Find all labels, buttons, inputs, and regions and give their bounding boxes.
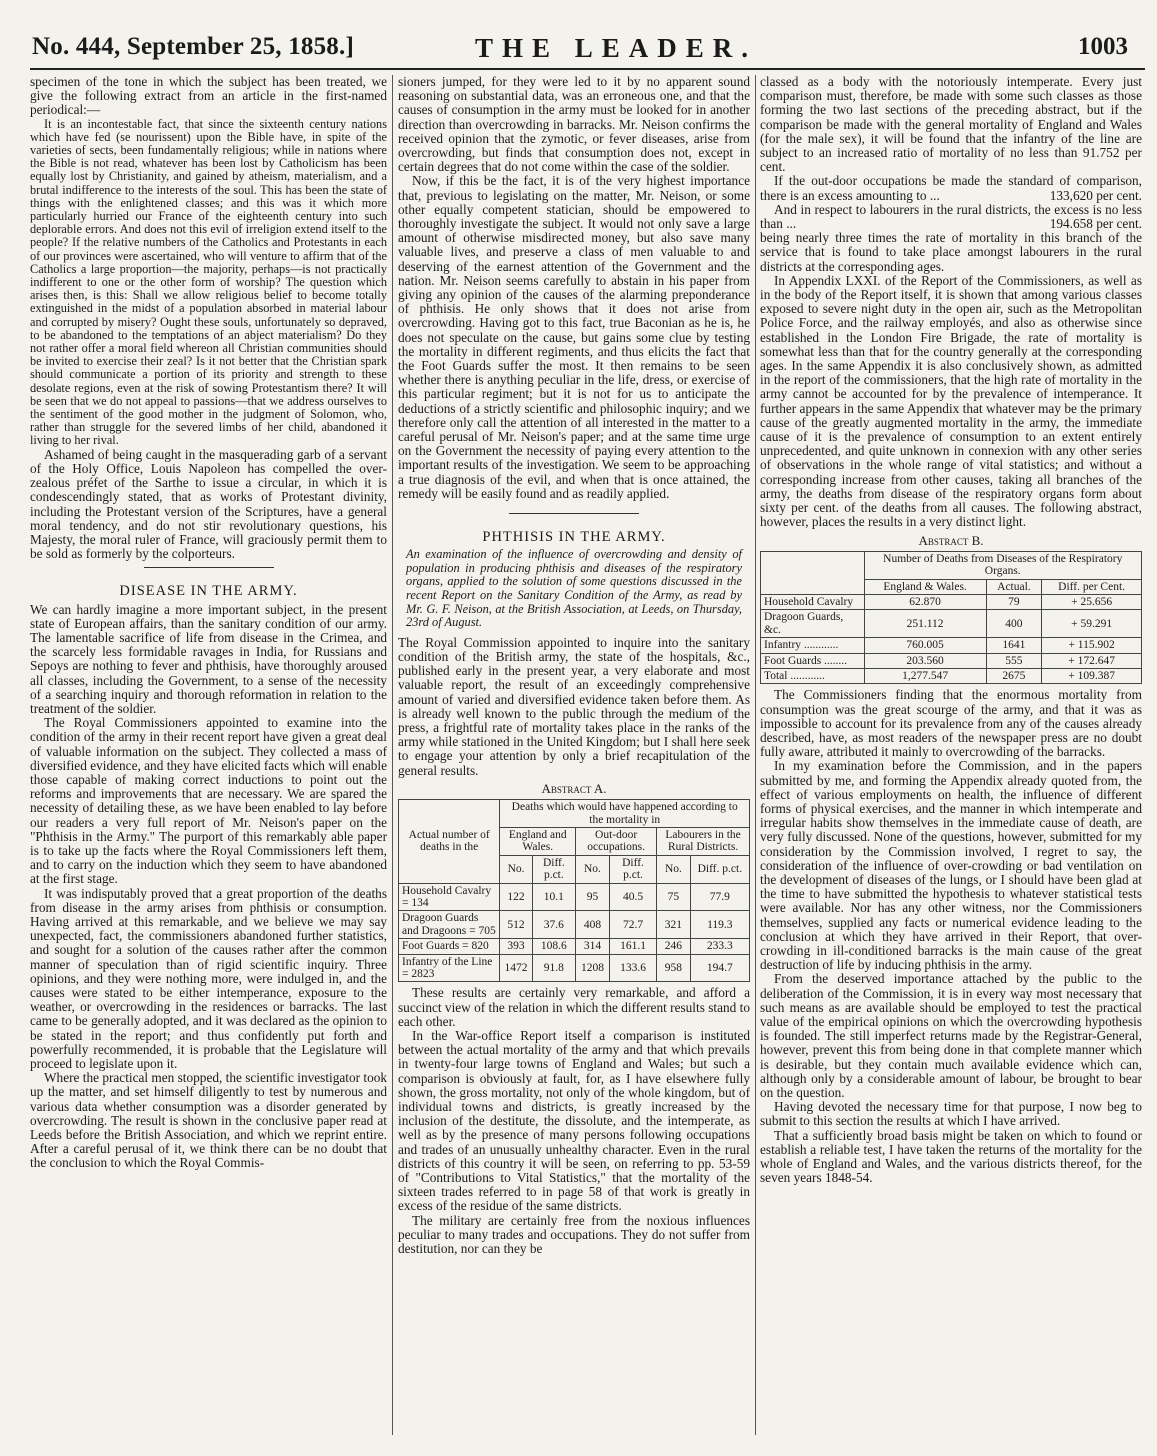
table-header: No. (500, 855, 532, 883)
table-cell: 108.6 (532, 939, 575, 954)
table-total-row (761, 668, 1142, 683)
masthead (20, 33, 1140, 67)
table-cell: 122 (500, 883, 532, 911)
table-cell: 62.870 (864, 594, 986, 609)
excess-line: And in respect to labourers in the rural districts, the excess is no less than ... 194.658 per cent. (760, 201, 1142, 232)
article-paragraph: The military are certainly free from the noxious influences peculiar to many trades and occupations. They do not suffer from destitution, nor can they be (398, 1212, 750, 1257)
column-divider-1 (392, 75, 393, 1435)
column-divider-2 (755, 75, 756, 1435)
table-row (399, 939, 750, 954)
table-header: No. (657, 855, 690, 883)
table-header: England and Wales. (500, 827, 576, 855)
table-cell: 119.3 (690, 911, 749, 939)
abstract-a-table (398, 799, 750, 982)
table-header: England & Wales. (864, 579, 986, 594)
article-paragraph: In Appendix LXXI. of the Report of the Commissioners, as well as in the body of the Report itself, it is shown that among various classes exposed to severe night duty in the open air, such as the Metropolitan Police Force, and the railway employés, and also as otherwise since established in the London Fire Brigade, the rate of mortality is somewhat less than that for the country generally at the corresponding ages. In the same Appendix it is also conclusively shown, as admitted in the report of the commissioners, that the high rate of mortality in the army cannot be accounted for by the prevalence of intemperance. It further appears in the same Appendix that whatever may be the primary cause of the greatly augmented mortality in the army, the immediate cause of it is the prevalence of consumption to an extent entirely unprecedented, and quite unknown in connexion with any other series of observations in the whole range of vital statistics; and without a corresponding increase from other causes, taking all branches of the army, the deaths from disease of the respiratory organs form about sixty per cent. of the deaths from all causes. The following abstract, however, places the results in a very distinct light. (760, 272, 1142, 530)
table-cell: + 59.291 (1042, 610, 1142, 638)
table-header: Actual number of deaths in the (399, 800, 500, 883)
table-cell: 233.3 (690, 939, 749, 954)
table-cell: 1472 (500, 954, 532, 982)
abstract-b-title: Abstract B. (918, 532, 984, 548)
article-paragraph: These results are certainly very remarkable, and afford a succinct view of the relation in which the different results stand to each other. (398, 985, 750, 1029)
section-rule (144, 567, 274, 568)
table-cell: Household Cavalry = 134 (399, 883, 500, 911)
article-subheading: An examination of the influence of overcrowding and density of population in producing phthisis and diseases of the respiratory organs, applied to the solution of some questions discussed in the recent Report on the Sanitary Condition of the Army, as read by Mr. G. F. Neison, at the British Association, at Leeds, on Thursday, 23rd of August. (406, 547, 742, 630)
article-paragraph: being nearly three times the rate of mortality in this branch of the service that is found to take place amongst labourers in the rural districts at the corresponding ages. (760, 230, 1142, 274)
section-rule (509, 513, 639, 514)
table-row (761, 638, 1142, 653)
table-cell: Infantry of the Line = 2823 (399, 954, 500, 982)
table-cell: 1641 (986, 638, 1042, 653)
table-header (761, 551, 865, 594)
column-2 (398, 75, 750, 1450)
article-paragraph: Where the practical men stopped, the scientific investigator took up the matter, and set himself diligently to test by numerous and various data whether consumption was a disorder generated by overcrowding. The result is shown in the conclusive paper read at Leeds before the British Association, and which we reprint entire. After a careful perusal of it, we think there can be no doubt that the conclusion to which the Royal Commis- (30, 1070, 387, 1171)
article-paragraph: That a sufficiently broad basis might be taken on which to found or establish a reliable test, I have taken the returns of the mortality for the whole of England and Wales, and the various districts thereof, for the seven years 1848-54. (760, 1127, 1142, 1186)
table-cell: 95 (576, 883, 610, 911)
table-header: Diff. per Cent. (1042, 579, 1142, 594)
article-paragraph: classed as a body with the notoriously intemperate. Every just comparison must, therefore, be made with some such classes as those forming the two last sections of the preceding abstract, but if the comparison be made with the general mortality of England and Wales (for the male sex), it will be found that the infantry of the line are subject to an increased ratio of mortality of no less than 91.752 per cent. (760, 75, 1142, 175)
table-cell: 161.1 (609, 939, 656, 954)
table-cell: 512 (500, 911, 532, 939)
table-cell: Foot Guards ........ (761, 653, 865, 668)
abstract-b-table (760, 551, 1142, 685)
table-cell: Household Cavalry (761, 594, 865, 609)
table-cell: + 109.387 (1042, 668, 1142, 683)
table-row (761, 610, 1142, 638)
table-row (761, 653, 1142, 668)
table-cell: 246 (657, 939, 690, 954)
table-cell: + 25.656 (1042, 594, 1142, 609)
table-cell: 958 (657, 954, 690, 982)
table-cell: 321 (657, 911, 690, 939)
article-paragraph: Now, if this be the fact, it is of the very highest importance that, previous to legislating on the matter, Mr. Neison, or some other equally competent statician, should be empowered to thoroughly investigate the subject. It would not only save a large amount of otherwise misdirected money, but also save many valuable lives, and preserve a class of men valuable to and deserving of the earnest attention of the Government and the nation. Mr. Neison seems carefully to abstain in his paper from giving any opinion of the causes of the alarming preponderance of phthisis. He only shows that it does not arise from overcrowding. Having got to this fact, true Baconian as he is, he does not speculate on the cause, but gains some clue by testing the mortality in different regiments, and thus elicits the fact that the Foot Guards suffer the most. It then remains to be seen whether there is anything peculiar in the life, dress, or exercise of this particular regiment; but it is not for us to anticipate the deductions of a strictly scientific and philosophic inquiry; and we therefore only call the attention of all interested in the matter to a careful perusal of Mr. Neison's paper; and at the same time urge on the Government the necessity of paying every attention to the important results of the investigation. We seem to be approaching a true diagnosis of the evil, and when that is once attained, the remedy will be easily found and as readily applied. (398, 173, 750, 501)
table-cell: 37.6 (532, 911, 575, 939)
article-paragraph: In the War-office Report itself a comparison is instituted between the actual mortality of the army and that which prevails in twenty-four large towns of England and Wales; but such a comparison is obviously at fault, for, as I have elsewhere fully shown, the gross mortality, not only of the whole kingdom, but of individual towns and districts, is greatly increased by the inclusion of the destitute, the dissolute, and the intemperate, as well as by the presence of many persons following occupations and trades of an unusually unhealthy character. Even in the rural districts of this country it will be seen, on referring to pp. 53-59 of "Contributions to Vital Statistics," that the mortality of the sixteen trades referred to in page 58 of that work is greatly in excess of the residue of the same districts. (398, 1027, 750, 1214)
table-cell: 79 (986, 594, 1042, 609)
page-number: 1003 (1078, 33, 1128, 60)
intro-paragraph: specimen of the tone in which the subject has been treated, we give the following extract from an article in the first-named periodical:— (30, 75, 387, 118)
column-3 (760, 75, 1142, 1450)
table-cell: Total ............ (761, 668, 865, 683)
table-cell: 91.8 (532, 954, 575, 982)
table-cell: 133.6 (609, 954, 656, 982)
article-paragraph: It was indisputably proved that a great proportion of the deaths from disease in the army arises from phthisis or consumption. Having arrived at this remarkable, and we believe we may say unexpected, fact, the commissioners abandoned further statistics, and sought for a solution of the causes rather after the common manner of speculation than of rigid scientific inquiry. Three opinions, and they were nothing more, were indulged in, and the causes were stated to be either intemperance, exposure to the weather, or overcrowding in the residences or barracks. The last came to be generally adopted, and it was declared as the opinion to be stated in the report; and thus confidently put forth and powerfully recommended, it is probable that the Legislature will proceed to legislate upon it. (30, 885, 387, 1072)
table-cell: 314 (576, 939, 610, 954)
table-cell: Dragoon Guards, &c. (761, 610, 865, 638)
article-paragraph: From the deserved importance attached by the public to the deliberation of the Commission, it is in every way most necessary that such means as are available should be employed to test the practical value of the empirical opinions on which the overcrowding hypothesis is founded. The still imperfect returns made by the Registrar-General, however, prevent this from being done in that complete manner which is desirable, but they contain much available evidence which can, although only by a considerable amount of labour, be brought to bear on the question. (760, 971, 1142, 1101)
table-cell: 555 (986, 653, 1042, 668)
article-paragraph: The Commissioners finding that the enormous mortality from consumption was the great scourge of the army, and that it was as impossible to account for its prevalence from any of the causes already described, have, as most readers of the newspaper press are no doubt fully aware, attributed it mainly to overcrowding of the barracks. (760, 687, 1142, 760)
newspaper-title: THE LEADER. (475, 33, 758, 63)
excess-line: If the out-door occupations be made the standard of comparison, there is an excess amounting to ... 133,620 per cent. (760, 173, 1142, 203)
article-paragraph: We can hardly imagine a more important subject, in the present state of European affairs, than the sanitary condition of our army. The lamentable sacrifice of life from disease in the Crimea, and the scarcely less formidable ravages in India, for Russians and Sepoys are nothing to fever and phthisis, have thoroughly aroused all classes, including the Government, to a sense of the necessity of a searching inquiry and thorough reformation in relation to the treatment of the soldier. (30, 601, 387, 716)
issue-line: No. 444, September 25, 1858.] (32, 33, 354, 60)
table-header: Actual. (986, 579, 1042, 594)
table-header: Out-door occupations. (576, 827, 657, 855)
table-cell: 75 (657, 883, 690, 911)
table-cell: Infantry ............ (761, 638, 865, 653)
excess-value: 133,620 per cent. (1049, 187, 1142, 203)
article-heading-phthisis: PHTHISIS IN THE ARMY. (482, 529, 666, 546)
table-cell: 251.112 (864, 610, 986, 638)
table-cell: Dragoon Guards and Dragoons = 705 (399, 911, 500, 939)
table-cell: 393 (500, 939, 532, 954)
quoted-extract: It is an incontestable fact, that since the sixteenth century nations which have fed (se nourissent) upon the Bible have, in spite of the varieties of sects, been fundamentally religious; while in nations where the Bible is not read, whatever has been lost by Catholicism has been equally lost by Christianity, and gained by atheism, materialism, and a brutal indifference to the interests of the soul. This has been the state of things with the enlightened classes; and this was it which more particularly hurried our France of the eighteenth century into such deplorable errors. And does not this evil of irreligion extend itself to the people? If the relative numbers of the Catholics and Protestants in each of our provinces were ascertained, who will venture to affirm that of the Catholics a large proportion—the majority, perhaps—is not practically indifferent to one or the other form of worship? The question which arises then, is this: Shall we allow religious belief to become totally extinguished in the midst of a population absorbed in material labour and corrupted by misery? Ought these souls, unfortunately so depraved, to be abandoned to the temptations of an abject materialism? Do they not rather offer a moral field whereon all Christian communities should be invited to exercise their zeal? Is it not better that the Christian spark should communicate a portion of its priority and strength to these desolate regions, even at the risk of sowing Protestantism there? It will be seen that we do not appeal to passions—that we address ourselves to the sentiment of the good mother in the judgment of Solomon, who, rather than struggle for the severed limbs of her child, abandoned it living to her rival. (30, 116, 387, 448)
table-cell: 400 (986, 610, 1042, 638)
table-cell: 72.7 (609, 911, 656, 939)
table-cell: 760.005 (864, 638, 986, 653)
article-paragraph: The Royal Commissioners appointed to examine into the condition of the army in their recent report have given a great deal of valuable information on the subject. They collected a mass of diversified evidence, and they have elicited facts which will enable those capable of making correct inductions to point out the reforms and improvements that are necessary. We are spared the necessity of detailing these, as we have been enabled to lay before our readers a very full report of Mr. Neison's paper on the "Phthisis in the Army." The purport of this remarkably able paper is to take up the facts where the Royal Commissioners left them, and to carry on the induction which they seem to have abandoned at the first stage. (30, 715, 387, 887)
column-1 (30, 75, 387, 1445)
table-cell: 1208 (576, 954, 610, 982)
article-paragraph: The Royal Commission appointed to inquire into the sanitary condition of the British army, the state of the hospitals, &c., published early in the present year, a very elaborate and most valuable report, the result of an exceedingly comprehensive amount of varied and diversified evidence taken before them. As is already well known to the public through the medium of the press, a frightful rate of mortality takes place in the ranks of the army while stationed in the United Kingdom; but I shall here seek to engage your attention by only a brief recapitulation of the general results. (398, 634, 750, 778)
table-row (399, 954, 750, 982)
table-header: Number of Deaths from Diseases of the Respiratory Organs. (864, 551, 1142, 579)
table-row (399, 911, 750, 939)
article-paragraph: sioners jumped, for they were led to it by no apparent sound reasoning on substantial data, was an erroneous one, and that the causes of consumption in the army must be looked for in another direction than overcrowding in barracks. Mr. Neison confirms the received opinion that the zymotic, or fever diseases, arise from overcrowding, but finds that consumption does not, except in certain degrees that do not come within the case of the soldier. (398, 75, 750, 175)
table-cell: 10.1 (532, 883, 575, 911)
table-row (399, 883, 750, 911)
article-heading-disease: DISEASE IN THE ARMY. (119, 583, 298, 600)
article-paragraph: In my examination before the Commission, and in the papers submitted by me, and forming the Appendix already quoted from, the effect of various employments on health, the influence of different forms of physical exercises, and the manner in which intemperate and irregular habits show themselves in the immediate cause of death, are very fully discussed. None of the questions, however, submitted for my consideration by the Commission involved, I regret to say, the consideration of the influence of over-crowding or bad ventilation on the development of diseases of the lungs, or I should have been glad at the time to have submitted the hypothesis to whatever statistical tests were available. Nor has any other witness, nor the Commissioners themselves, supplied any facts or numerical evidence leading to the conclusion at which they have arrived in their Report, that over-crowding in ill-conditioned barracks is the main cause of the great destruction of life by inducing phthisis in the army. (760, 758, 1142, 973)
table-cell: Foot Guards = 820 (399, 939, 500, 954)
table-header: Diff. p.ct. (609, 855, 656, 883)
table-header: Labourers in the Rural Districts. (657, 827, 750, 855)
ashamed-paragraph: Ashamed of being caught in the masquerading garb of a servant of the Holy Office, Louis Napoleon has compelled the over-zealous préfet of the Sarthe to issue a circular, in which it is condescendingly stated, that as works of Protestant divinity, including the Protestant version of the Scriptures, have a general moral tendency, and do not stir revolutionary questions, his Majesty, the moral ruler of France, will graciously permit them to be sold as formerly by the colporteurs. (30, 446, 387, 562)
table-row (761, 594, 1142, 609)
table-header: Deaths which would have happened according to the mortality in (500, 800, 750, 828)
table-cell: 1,277.547 (864, 668, 986, 683)
table-cell: 408 (576, 911, 610, 939)
table-cell: 40.5 (609, 883, 656, 911)
abstract-a-title: Abstract A. (541, 780, 607, 796)
table-cell: 194.7 (690, 954, 749, 982)
table-header: Diff. p.ct. (532, 855, 575, 883)
table-cell: 2675 (986, 668, 1042, 683)
table-header: No. (576, 855, 610, 883)
article-paragraph: Having devoted the necessary time for that purpose, I now beg to submit to this section the results at which I have arrived. (760, 1099, 1142, 1129)
masthead-rule (30, 68, 1145, 70)
table-cell: + 115.902 (1042, 638, 1142, 653)
excess-value: 194.658 per cent. (1049, 216, 1142, 232)
table-cell: + 172.647 (1042, 653, 1142, 668)
table-cell: 77.9 (690, 883, 749, 911)
table-cell: 203.560 (864, 653, 986, 668)
table-header: Diff. p.ct. (690, 855, 749, 883)
